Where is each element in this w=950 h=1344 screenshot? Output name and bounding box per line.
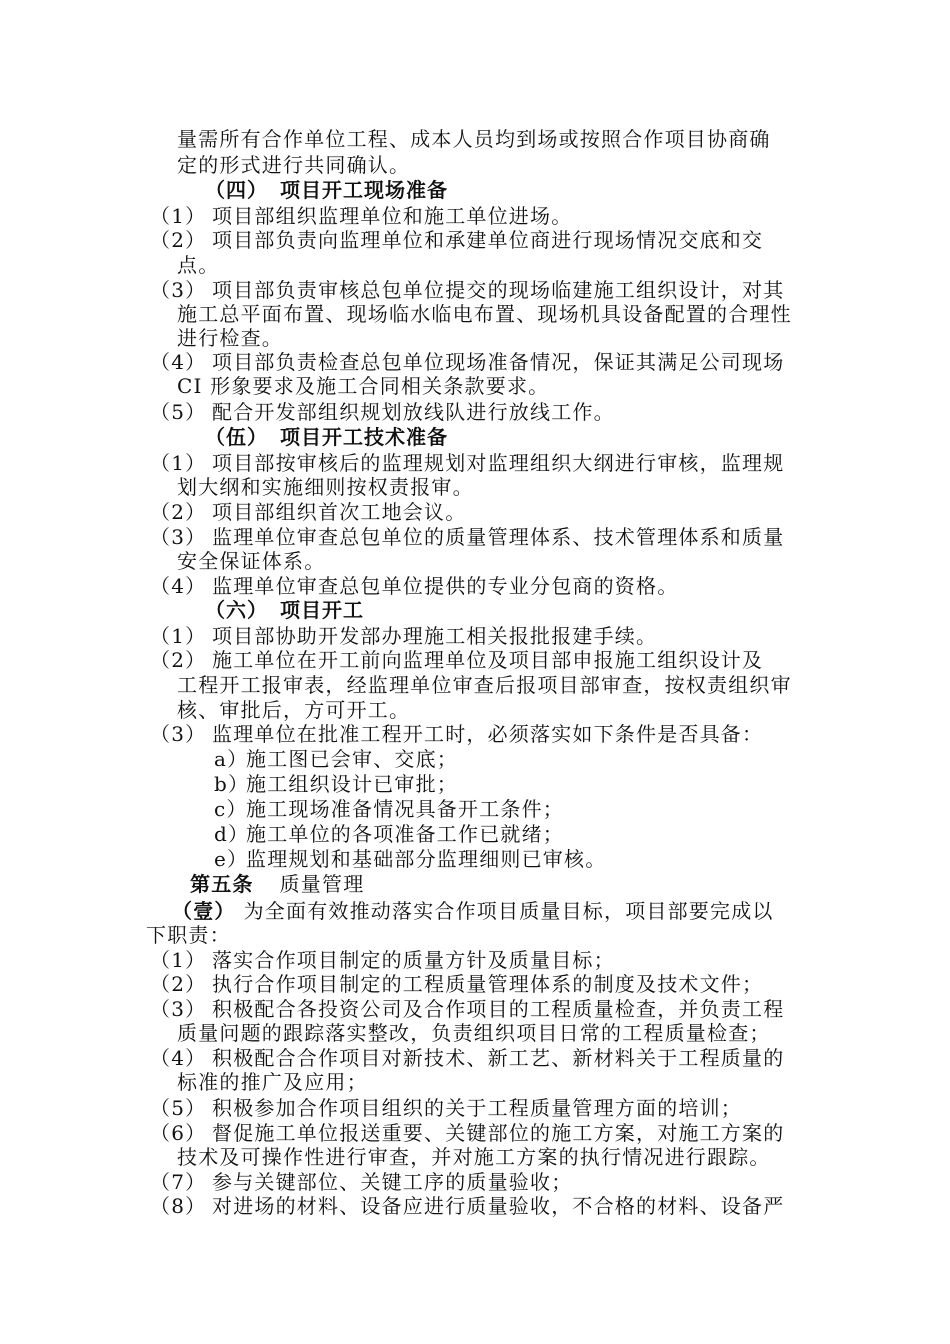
line-text: 安全保证体系。 [177, 549, 326, 573]
paragraph-line [177, 326, 283, 350]
list-item [150, 1096, 742, 1120]
section-title: 项目开工技术准备 [280, 425, 448, 449]
section-heading [205, 178, 448, 202]
list-item [150, 648, 763, 672]
item-text: 积极配合合作项目对新技术、新工艺、新材料关于工程质量的 [212, 1046, 785, 1070]
item-number: （5） [150, 1096, 207, 1120]
item-number: （7） [150, 1170, 207, 1194]
sub-item-letter: c） [214, 797, 248, 821]
sub-item-text: 施工图已会审、交底； [246, 747, 458, 771]
sub-item [214, 797, 564, 821]
item-text: 参与关键部位、关键工序的质量验收； [212, 1170, 573, 1194]
list-item [150, 400, 615, 424]
item-number: （3） [150, 525, 207, 549]
line-text: 核、审批后，方可开工。 [177, 698, 411, 722]
article-heading [190, 872, 364, 896]
item-number: （4） [150, 574, 207, 598]
paragraph-line [177, 374, 549, 398]
sub-item-letter: e） [214, 847, 249, 871]
sub-item [214, 847, 606, 871]
list-item [150, 350, 784, 374]
sub-item [214, 822, 564, 846]
item-number: （1） [150, 451, 207, 475]
list-item [150, 948, 615, 972]
item-text: 项目部协助开发部办理施工相关报批报建手续。 [212, 624, 658, 648]
paragraph-line [177, 1021, 771, 1045]
item-text: 积极配合各投资公司及合作项目的工程质量检查，并负责工程 [212, 997, 785, 1021]
line-text: 技术及可操作性进行审查，并对施工方案的执行情况进行跟踪。 [177, 1145, 771, 1169]
item-text: 监理单位审查总包单位的质量管理体系、技术管理体系和质量 [212, 525, 785, 549]
item-text: 配合开发部组织规划放线队进行放线工作。 [212, 400, 615, 424]
list-item [150, 722, 763, 746]
line-text: 划大纲和实施细则按权责报审。 [177, 475, 474, 499]
sub-item [214, 747, 458, 771]
sub-item-text: 施工现场准备情况具备开工条件； [246, 797, 564, 821]
item-number: （2） [150, 228, 207, 252]
item-number: （3） [150, 997, 207, 1021]
item-number: （5） [150, 400, 207, 424]
line-text: 量需所有合作单位工程、成本人员均到场或按照合作项目协商确 [177, 127, 771, 151]
paragraph-line [177, 1145, 771, 1169]
item-number: （4） [150, 1046, 207, 1070]
line-text: 下职责： [146, 923, 231, 947]
sub-item-text: 施工组织设计已审批； [246, 772, 458, 796]
list-item [150, 525, 784, 549]
paragraph-line [177, 302, 792, 326]
list-item [150, 997, 784, 1021]
item-text: 积极参加合作项目组织的关于工程质量管理方面的培训； [212, 1096, 742, 1120]
item-text: 执行合作项目制定的工程质量管理体系的制度及技术文件； [212, 972, 764, 996]
section-title: 项目开工 [280, 598, 364, 622]
sub-item-text: 施工单位的各项准备工作已就绪； [246, 822, 564, 846]
paragraph-line [177, 153, 410, 177]
item-number: （8） [150, 1194, 207, 1218]
paragraph-line [177, 127, 771, 151]
section-number: （伍） [205, 425, 268, 449]
sub-item-text: 监理规划和基础部分监理细则已审核。 [246, 847, 607, 871]
list-item [150, 278, 784, 302]
list-item [150, 1170, 572, 1194]
list-item [150, 451, 784, 475]
item-number: （6） [150, 1121, 207, 1145]
item-text: 施工单位在开工前向监理单位及项目部申报施工组织设计及 [212, 648, 764, 672]
clause-number: （壹） [172, 899, 236, 923]
item-number: （2） [150, 500, 207, 524]
item-text: 项目部负责向监理单位和承建单位商进行现场情况交底和交 [212, 228, 764, 252]
item-text: 监理单位审查总包单位提供的专业分包商的资格。 [212, 574, 679, 598]
line-text: 施工总平面布置、现场临水临电布置、现场机具设备配置的合理性 [177, 302, 792, 326]
item-number: （3） [150, 278, 207, 302]
item-number: （2） [150, 648, 207, 672]
item-number: （1） [150, 948, 207, 972]
paragraph-line [177, 673, 792, 697]
section-heading [205, 598, 364, 622]
item-text: 监理单位在批准工程开工时，必须落实如下条件是否具备： [212, 722, 764, 746]
paragraph-line [177, 549, 325, 573]
line-text: 工程开工报审表，经监理单位审查后报项目部审查，按权责组织审 [177, 673, 792, 697]
line-text: CI 形象要求及施工合同相关条款要求。 [177, 374, 550, 398]
list-item [150, 1194, 784, 1218]
list-item [150, 1121, 784, 1145]
paragraph-line [146, 923, 231, 947]
sub-item-letter: d） [214, 822, 250, 846]
list-item [150, 1046, 784, 1070]
item-text: 项目部按审核后的监理规划对监理组织大纲进行审核，监理规 [212, 451, 785, 475]
item-number: （1） [150, 204, 207, 228]
paragraph-line [177, 475, 474, 499]
line-text: 标准的推广及应用； [177, 1070, 368, 1094]
item-number: （1） [150, 624, 207, 648]
sub-item-letter: a） [214, 747, 249, 771]
item-number: （3） [150, 722, 207, 746]
article-number: 第五条 [190, 872, 254, 896]
paragraph-line [177, 1070, 368, 1094]
sub-item-letter: b） [214, 772, 250, 796]
list-item [150, 228, 763, 252]
section-number: （六） [205, 598, 268, 622]
line-text: 为全面有效推动落实合作项目质量目标，项目部要完成以 [243, 899, 774, 923]
article-title: 质量管理 [279, 872, 365, 896]
line-text: 定的形式进行共同确认。 [177, 153, 411, 177]
sub-item [214, 772, 458, 796]
line-text: 进行检查。 [177, 326, 283, 350]
item-text: 对进场的材料、设备应进行质量验收，不合格的材料、设备严 [212, 1194, 785, 1218]
item-text: 项目部组织首次工地会议。 [212, 500, 467, 524]
item-text: 项目部负责检查总包单位现场准备情况，保证其满足公司现场 [212, 350, 785, 374]
paragraph-line [172, 899, 774, 923]
list-item [150, 972, 763, 996]
paragraph-line [177, 698, 410, 722]
item-number: （4） [150, 350, 207, 374]
section-title: 项目开工现场准备 [280, 178, 448, 202]
section-number: （四） [205, 178, 268, 202]
paragraph-line [177, 253, 219, 277]
item-text: 落实合作项目制定的质量方针及质量目标； [212, 948, 615, 972]
list-item [150, 574, 678, 598]
item-text: 督促施工单位报送重要、关键部位的施工方案，对施工方案的 [212, 1121, 785, 1145]
line-text: 质量问题的跟踪落实整改，负责组织项目日常的工程质量检查； [177, 1021, 771, 1045]
list-item [150, 204, 572, 228]
line-text: 点。 [177, 253, 220, 277]
item-number: （2） [150, 972, 207, 996]
item-text: 项目部组织监理单位和施工单位进场。 [212, 204, 573, 228]
list-item [150, 500, 466, 524]
list-item [150, 624, 657, 648]
item-text: 项目部负责审核总包单位提交的现场临建施工组织设计，对其 [212, 278, 785, 302]
section-heading [205, 425, 448, 449]
